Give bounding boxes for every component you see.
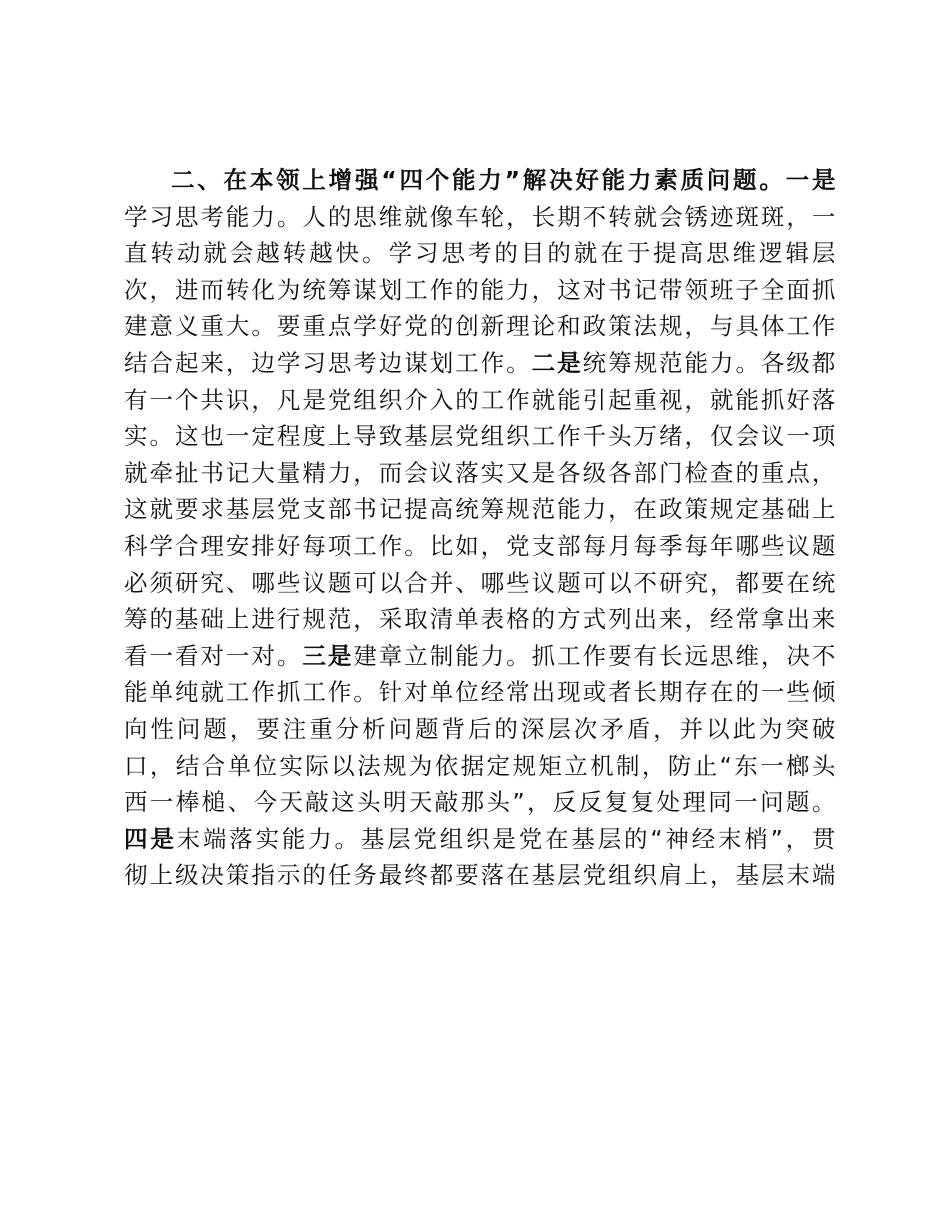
text-run: 就牵扯书记大量精力，而会议落实又是各级各部门检查的重点， — [124, 458, 836, 487]
text-run: 有一个共识，凡是党组织介入的工作就能引起重视，就能抓好落 — [124, 385, 836, 414]
text-line — [124, 162, 836, 199]
text-run: 彻上级决策指示的任务最终都要落在基层党组织肩上，基层末端 — [124, 861, 836, 890]
text-run: 必须研究、哪些议题可以合并、哪些议题可以不研究，都要在统 — [124, 568, 836, 597]
text-run: 科学合理安排好每项工作。比如，党支部每月每季每年哪些议题 — [124, 531, 836, 560]
text-run: 次，进而转化为统筹谋划工作的能力，这对书记带领班子全面抓 — [124, 275, 836, 304]
text-line — [124, 235, 836, 272]
text-line — [124, 272, 836, 309]
text-run: 直转动就会越转越快。学习思考的目的就在于提高思维逻辑层 — [124, 239, 836, 268]
bold-text-run: 四是 — [124, 824, 177, 853]
text-line — [124, 418, 836, 455]
text-line — [124, 711, 836, 748]
text-line — [124, 748, 836, 785]
bold-text-run: 二、在本领上增强“四个能力”解决好能力素质问题。一是 — [171, 166, 836, 194]
text-run: 建章立制能力。抓工作要有长远思维，决不 — [353, 641, 837, 670]
text-line — [124, 674, 836, 711]
text-line — [124, 455, 836, 492]
text-run: 实。这也一定程度上导致基层党组织工作千头万绪，仅会议一项 — [124, 422, 836, 451]
bold-text-run: 二是 — [531, 348, 583, 377]
text-run: 学习思考能力。人的思维就像车轮，长期不转就会锈迹斑斑，一 — [124, 202, 836, 231]
text-line — [124, 345, 836, 382]
text-run: 看一看对一对。 — [124, 641, 303, 670]
text-run: 向性问题，要注重分析问题背后的深层次矛盾，并以此为突破 — [124, 714, 836, 743]
text-line — [124, 308, 836, 345]
text-run: 筹的基础上进行规范，采取清单表格的方式列出来，经常拿出来 — [124, 605, 836, 634]
body-paragraph — [124, 162, 836, 894]
text-run: 西一棒槌、今天敲这头明天敲那头”，反反复复处理同一问题。 — [124, 788, 836, 817]
text-line — [124, 199, 836, 236]
text-line — [124, 491, 836, 528]
text-line — [124, 528, 836, 565]
text-line — [124, 382, 836, 419]
text-line — [124, 857, 836, 894]
bold-text-run: 三是 — [302, 641, 354, 670]
text-run: 口，结合单位实际以法规为依据定规矩立机制，防止“东一榔头 — [124, 751, 836, 780]
text-run: 结合起来，边学习思考边谋划工作。 — [124, 348, 532, 377]
text-run: 这就要求基层党支部书记提高统筹规范能力，在政策规定基础上 — [124, 495, 836, 524]
text-run: 能单纯就工作抓工作。针对单位经常出现或者长期存在的一些倾 — [124, 678, 836, 707]
text-run: 统筹规范能力。各级都 — [582, 348, 837, 377]
text-line — [124, 821, 836, 858]
text-line — [124, 638, 836, 675]
text-line — [124, 784, 836, 821]
text-line — [124, 601, 836, 638]
text-line — [124, 565, 836, 602]
text-run: 末端落实能力。基层党组织是党在基层的“神经末梢”，贯 — [176, 824, 836, 853]
text-run: 建意义重大。要重点学好党的创新理论和政策法规，与具体工作 — [124, 312, 836, 341]
